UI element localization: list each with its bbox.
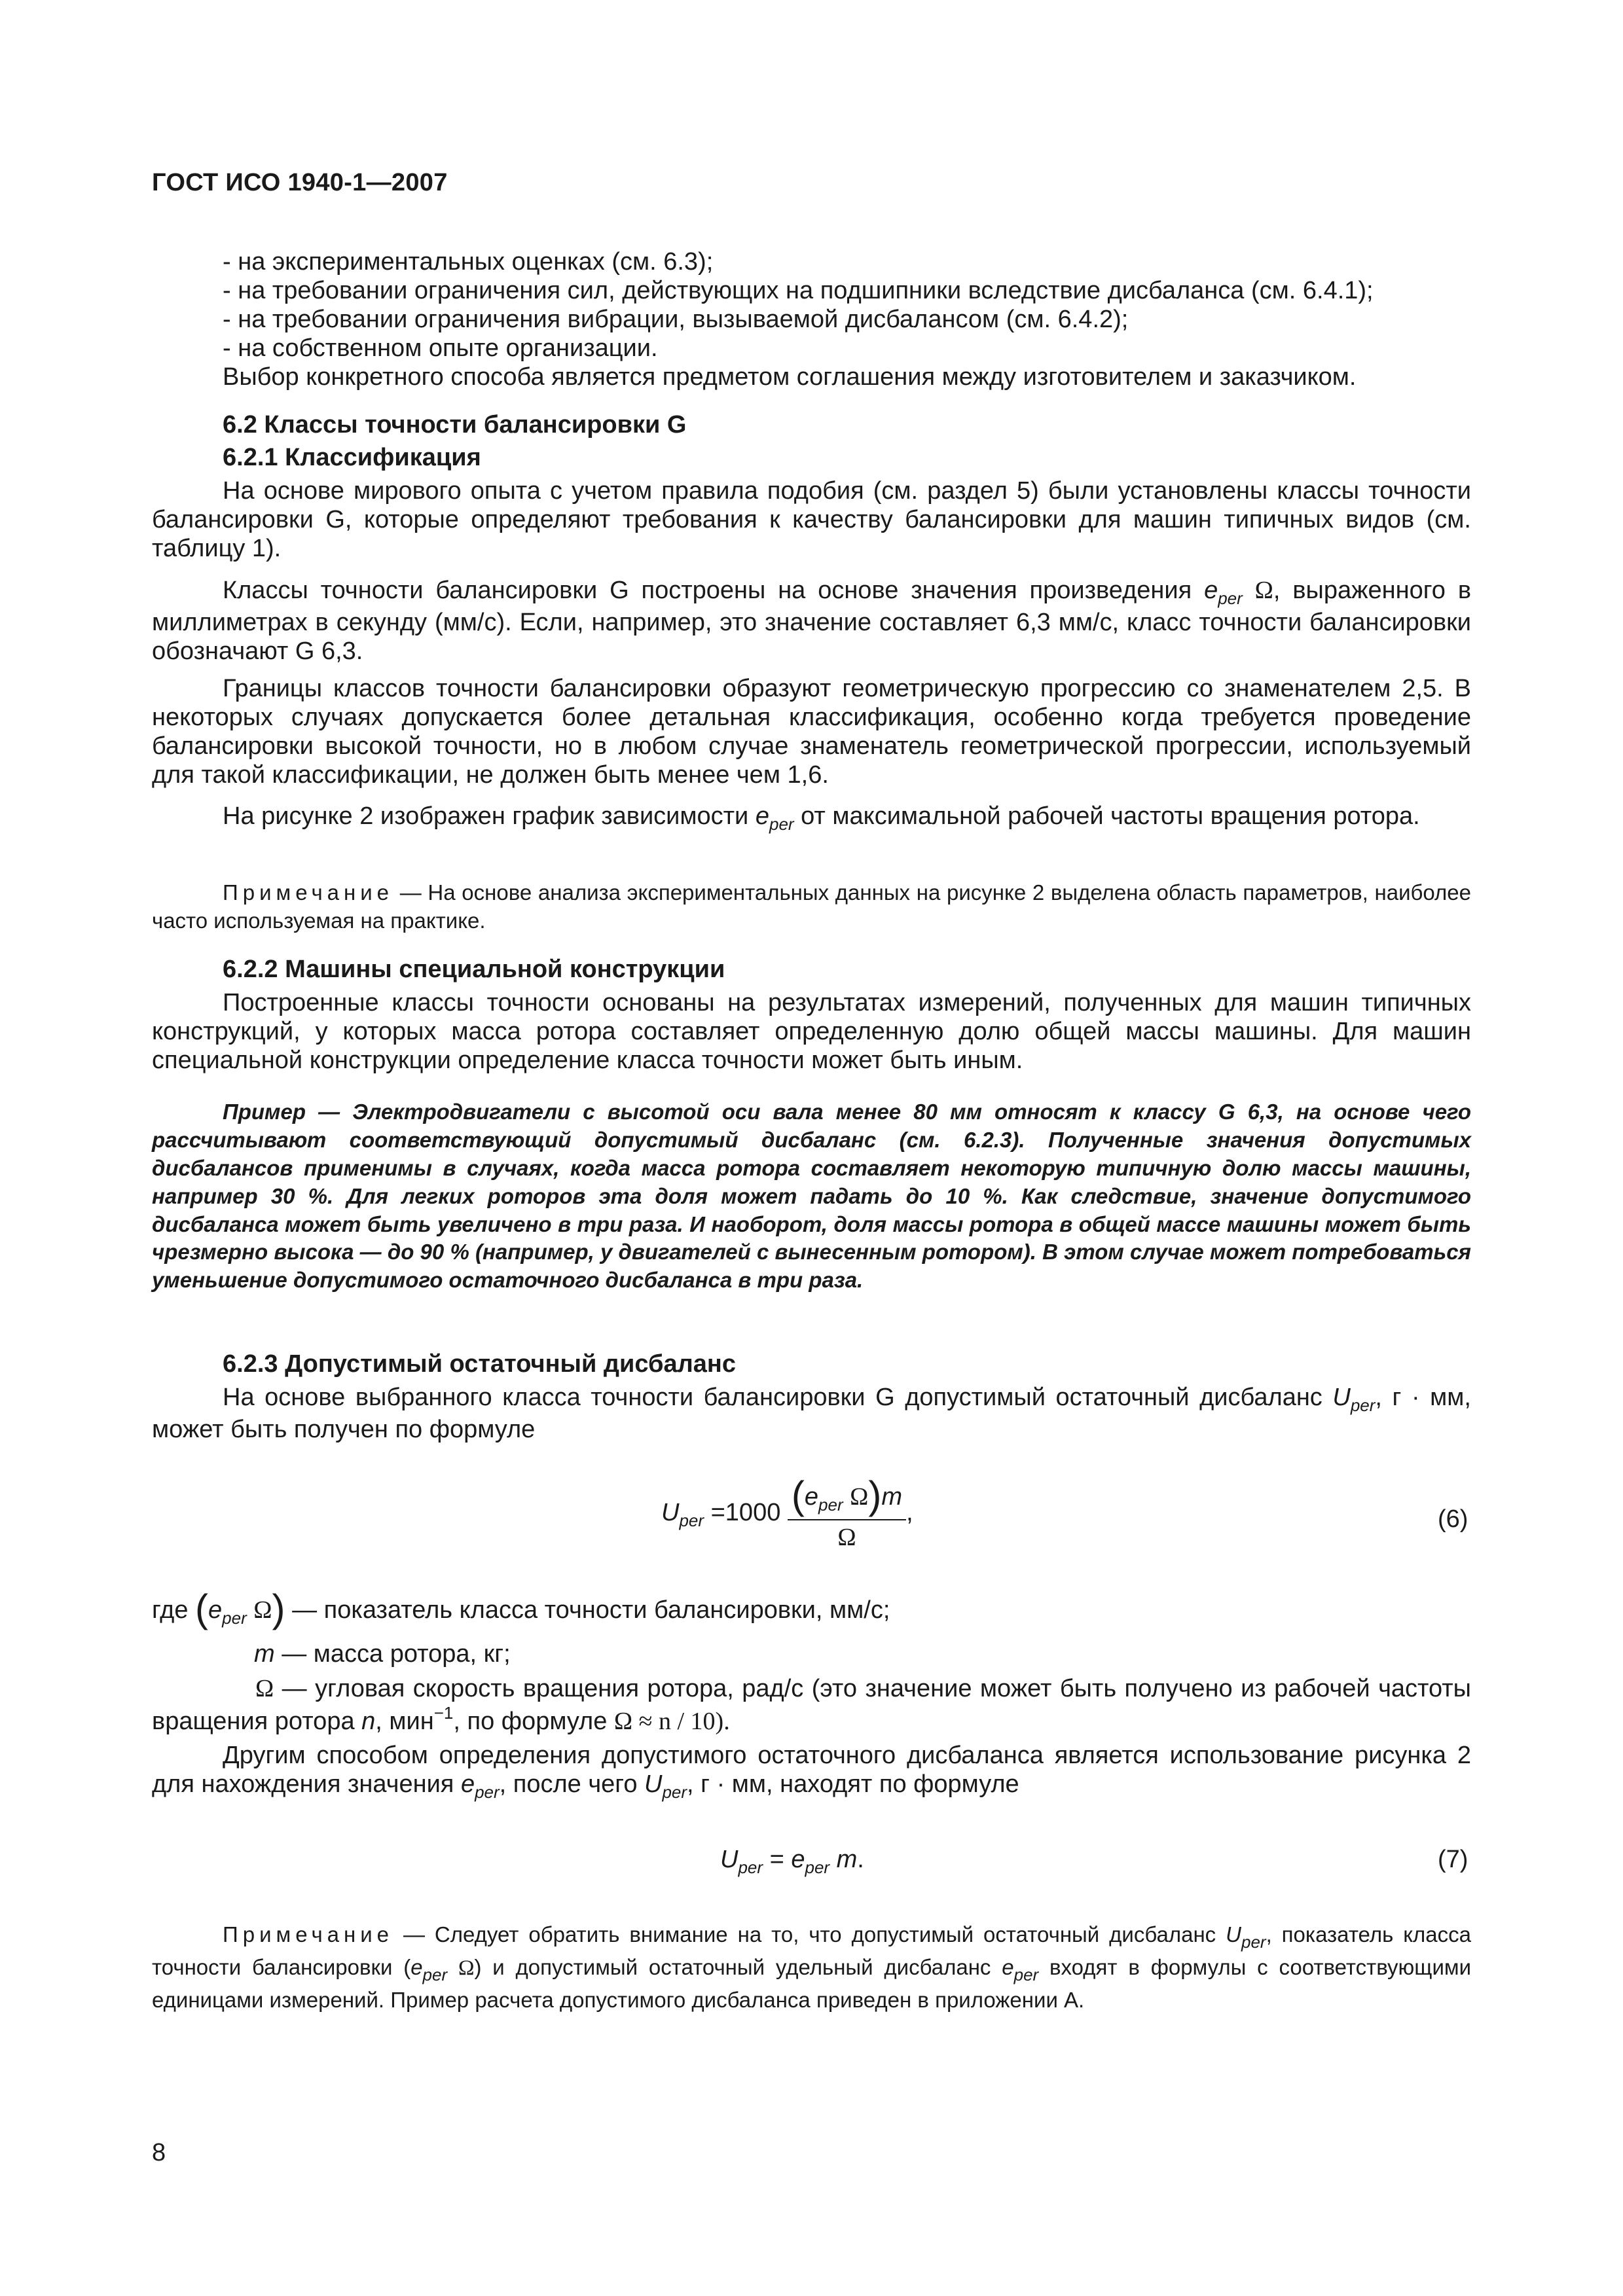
- equation-number: (6): [1438, 1505, 1468, 1533]
- paragraph: Границы классов точности балансировки образуют геометрическую прогрессию со знаменателем 2,5. В некоторых случаях допускается более детальная классификация, особенно когда требуется проведение балансировки высокой точности, но в любом случае знаменатель геометрической прогрессии, используемый для такой классификации, не должен быть менее чем 1,6.: [152, 675, 1471, 789]
- equation-number: (7): [1438, 1846, 1468, 1873]
- section-heading-6-2: 6.2 Классы точности балансировки G: [223, 411, 687, 439]
- fraction: $\frac{(e_{per} \Omega)m}{\Omega}$: [788, 1476, 906, 1552]
- paragraph: На основе выбранного класса точности балансировки G допустимый остаточный дисбаланс $U_{per}$, г · мм, может быть получен по формуле: [152, 1384, 1471, 1444]
- example-block: Пример — Электродвигатели с высотой оси вала менее 80 мм относят к классу G 6,3, на основе чего рассчитывают соответствующий допустимый дисбаланс (см. 6.2.3). Полученные значения допустимых дисбалансов применимы в случаях, когда масса ротора составляет некоторую типичную долю массы машины, например 30 %. Для легких роторов эта доля может падать до 10 %. Как следствие, значение допустимого дисбаланса может быть увеличено в три раза. И наоборот, доля массы ротора в общей массе машины может быть чрезмерно высока — до 90 % (например, у двигателей с вынесенным ротором). В этом случае может потребоваться уменьшение допустимого остаточного дисбаланса в три раза.: [152, 1100, 1471, 1293]
- page-number: 8: [152, 2139, 166, 2166]
- paragraph: Выбор конкретного способа является предметом соглашения между изготовителем и заказчиком.: [223, 363, 1357, 391]
- list-item: - на экспериментальных оценках (см. 6.3);: [223, 248, 714, 276]
- note: Примечание — На основе анализа экспериментальных данных на рисунке 2 выделена область параметров, наиболее часто используемая на практике.: [152, 880, 1471, 933]
- definition-2: m — масса ротора, кг;: [254, 1640, 511, 1668]
- list-item: - на требовании ограничения сил, действующих на подшипники вследствие дисбаланса (см. 6.4.1);: [223, 277, 1374, 305]
- paragraph: Построенные классы точности основаны на результатах измерений, полученных для машин типичных конструкций, у которых масса ротора составляет определенную долю общей массы машины. Для машин специальной конструкции определение класса точности может быть иным.: [152, 989, 1471, 1075]
- paragraph: На основе мирового опыта с учетом правила подобия (см. раздел 5) были установлены классы точности балансировки G, которые определяют требования к качеству балансировки для машин типичных видов (см. таблицу 1).: [152, 477, 1471, 563]
- definition-1: где ($e_{per}$ Ω) — показатель класса точности балансировки, мм/с;: [152, 1587, 890, 1630]
- list-item: - на требовании ограничения вибрации, вызываемой дисбалансом (см. 6.4.2);: [223, 306, 1129, 334]
- criteria-list: [152, 247, 1471, 391]
- definition-3: Ω — угловая скорость вращения ротора, рад/с (это значение может быть получено из рабочей частоты вращения ротора n, мин$^{-1}$, по формуле Ω ≈ n / 10).: [152, 1675, 1471, 1736]
- paragraph: Классы точности балансировки G построены на основе значения произведения $e_{per}$ Ω, выраженного в миллиметрах в секунду (мм/с). Если, например, это значение составляет 6,3 мм/с, класс точности балансировки обозначают G 6,3.: [152, 577, 1472, 666]
- section-heading-6-2-3: 6.2.3 Допустимый остаточный дисбаланс: [223, 1350, 736, 1378]
- list-item: - на собственном опыте организации.: [223, 334, 658, 363]
- section-heading-6-2-2: 6.2.2 Машины специальной конструкции: [223, 956, 725, 983]
- paragraph: Другим способом определения допустимого остаточного дисбаланса является использование рисунка 2 для нахождения значения $e_{per}$, после чего $U_{per}$, г · мм, находят по формуле: [152, 1742, 1471, 1803]
- section-heading-6-2-1: 6.2.1 Классификация: [223, 444, 481, 471]
- formula-6: $U_{per} =1000$ $\frac{(e_{per} \Omega)m}{\Omega}$ ,: [661, 1473, 913, 1551]
- paragraph: На рисунке 2 изображен график зависимости $e_{per}$ от максимальной рабочей частоты вращения ротора.: [223, 802, 1420, 834]
- formula-7: $U_{per} = e_{per}$ m.: [720, 1846, 864, 1877]
- note: Примечание — Следует обратить внимание на то, что допустимый остаточный дисбаланс $U_{per}$, показатель класса точности балансировки ($e_{per}$ Ω) и допустимый остаточный удельный дисбаланс $e_{per}$ входят в формулы с соответствующими единицами измерений. Пример расчета допустимого дисбаланса приведен в приложении А.: [152, 1922, 1472, 2012]
- document-code-header: ГОСТ ИСО 1940-1—2007: [152, 169, 448, 196]
